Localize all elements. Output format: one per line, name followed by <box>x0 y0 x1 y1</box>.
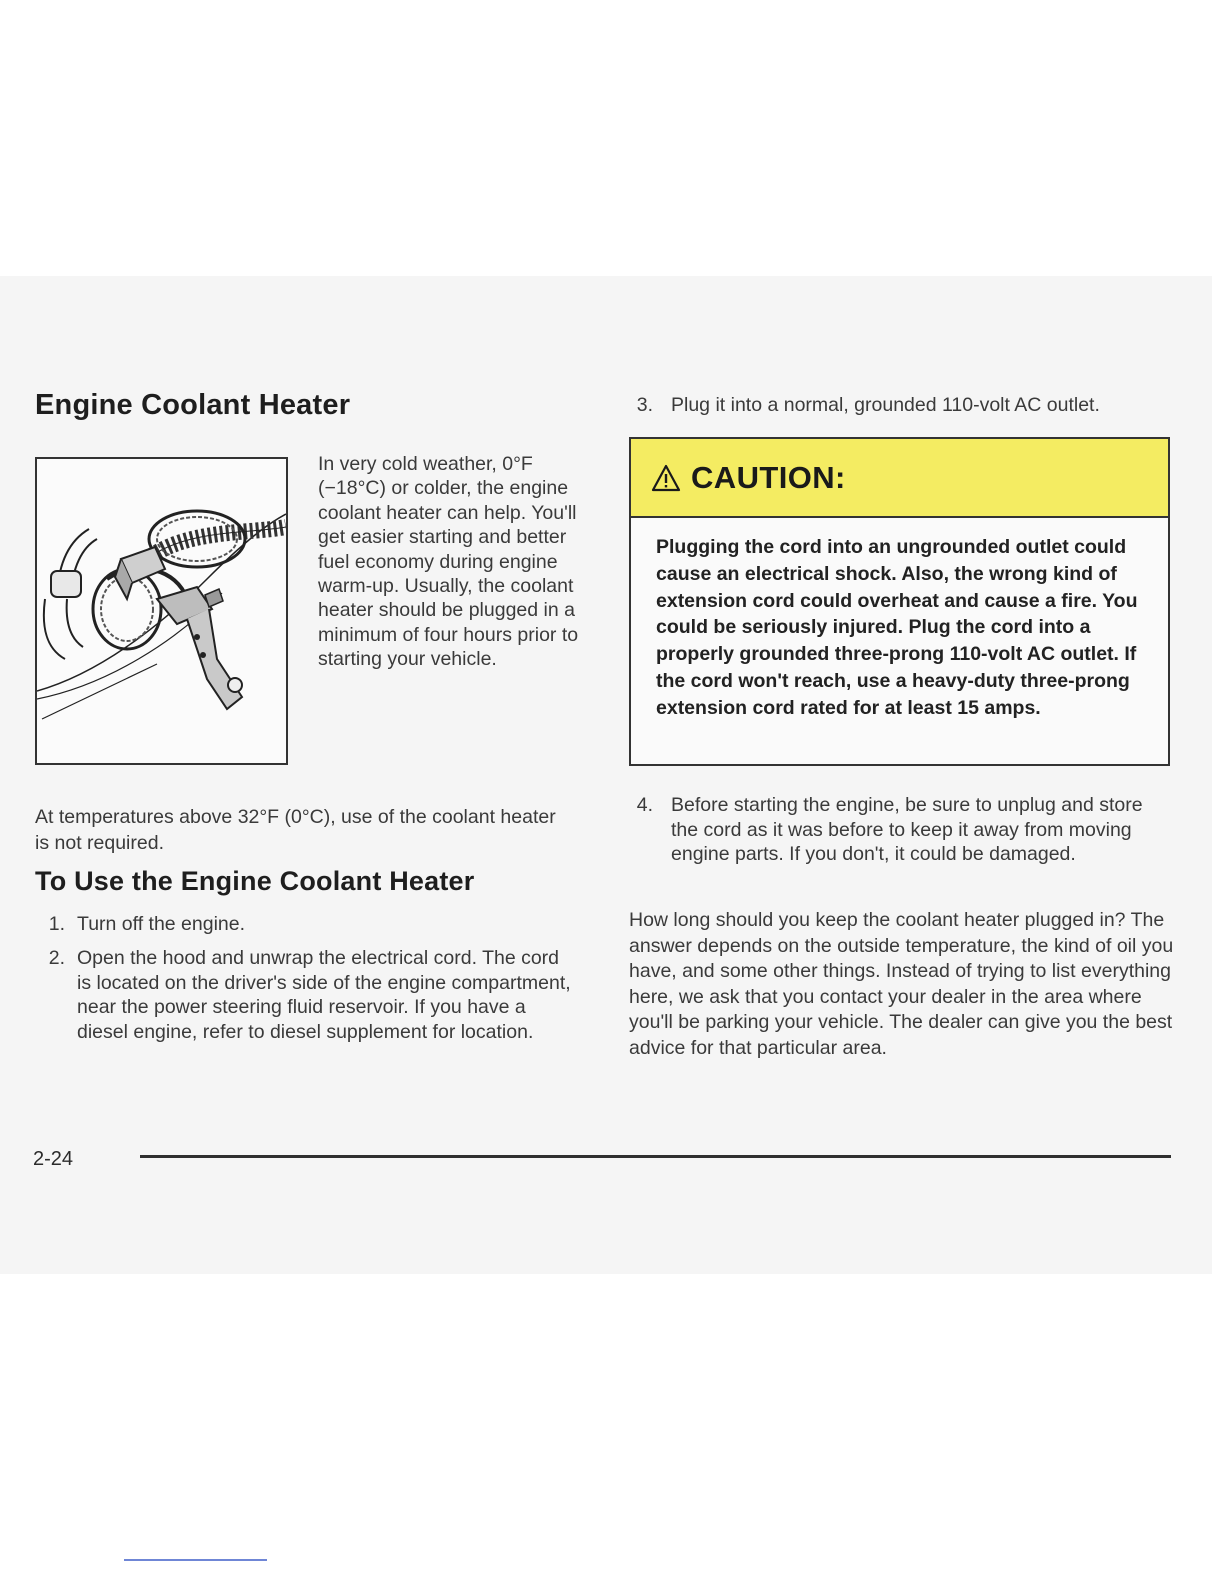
footer-rule <box>140 1155 1171 1158</box>
step-number: 2. <box>48 947 65 969</box>
page-number: 2-24 <box>33 1148 74 1170</box>
temperature-note: At temperatures above 32°F (0°C), use of the coolant heater is not required. <box>35 806 556 854</box>
step-4 <box>629 793 1174 867</box>
intro-paragraph: In very cold weather, 0°F (−18°C) or colder, the engine coolant heater can help. You'll get easier starting and better fuel economy during engine warm-up. Usually, the coolant heater should be plugged in a minimum of four hours prior to starting your vehicle. <box>318 453 579 671</box>
caution-header <box>631 439 1168 518</box>
step-2 <box>35 946 575 1044</box>
step-text: Plug it into a normal, grounded 110-volt AC outlet. <box>671 394 1100 416</box>
caution-text: Plugging the cord into an ungrounded outlet could cause an electrical shock. Also, the wrong kind of extension cord could overheat and cause a fire. You could be seriously injured. Plug the cord into a properly grounded three-prong 110-volt AC outlet. If the cord won't reach, use a heavy-duty three-prong extension cord rated for at least 15 amps. <box>656 536 1138 719</box>
link-underline[interactable] <box>124 1559 267 1561</box>
caution-box <box>629 437 1170 766</box>
step-text: Before starting the engine, be sure to unplug and store the cord as it was before to keep it away from moving engine parts. If you don't, it could be damaged. <box>671 794 1143 865</box>
step-text: Turn off the engine. <box>77 913 246 935</box>
step-1 <box>35 912 575 937</box>
step-number: 4. <box>636 794 653 816</box>
step-number: 3. <box>636 394 653 416</box>
subsection-heading: To Use the Engine Coolant Heater <box>35 866 475 896</box>
closing-paragraph: How long should you keep the coolant heater plugged in? The answer depends on the outside temperature, the kind of oil you have, and some other things. Instead of trying to list everything here, we ask that you contact your dealer in the area where you'll be parking your vehicle. The dealer can give you the best advice for that particular area. <box>629 909 1174 1059</box>
page-background <box>0 276 1212 1274</box>
coolant-heater-drawing <box>37 459 286 763</box>
warning-triangle-icon <box>651 464 681 492</box>
coolant-heater-illustration <box>35 457 288 765</box>
step-number: 1. <box>48 913 65 935</box>
caution-title: CAUTION: <box>691 459 846 495</box>
step-3 <box>629 393 1174 418</box>
step-text: Open the hood and unwrap the electrical cord. The cord is located on the driver's side of the engine compartment, near the power steering fluid reservoir. If you have a diesel engine, refer to diesel supplement for location. <box>77 947 571 1043</box>
section-heading: Engine Coolant Heater <box>35 389 351 421</box>
